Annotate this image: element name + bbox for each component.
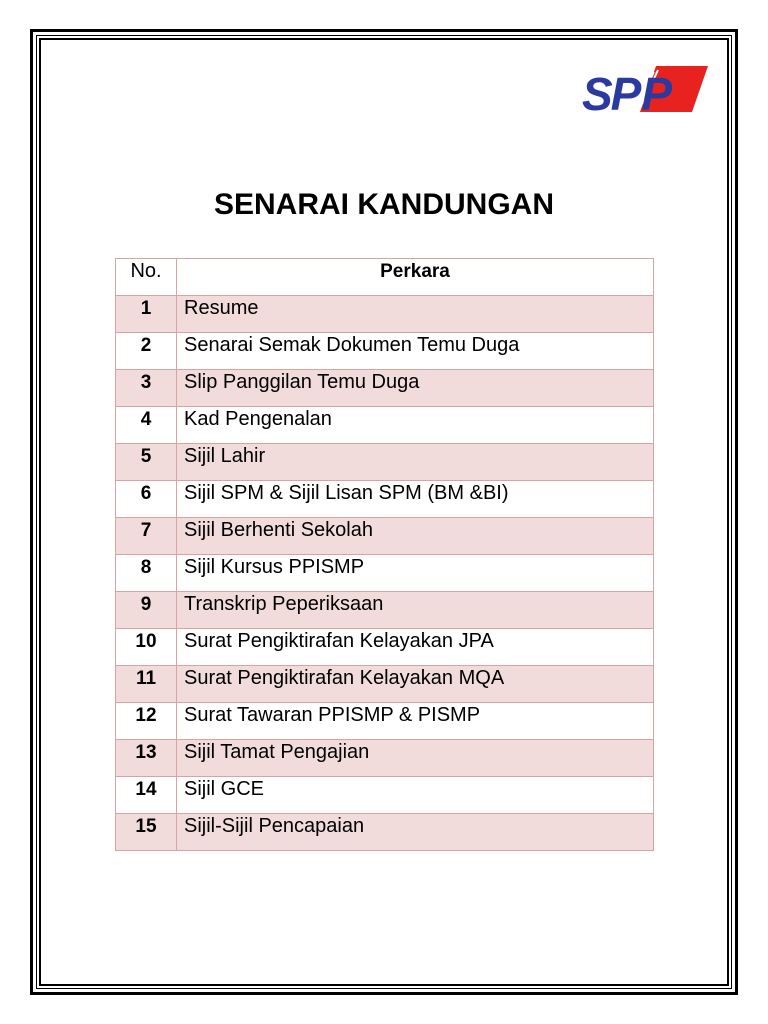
- row-number: 11: [116, 666, 177, 703]
- row-item: Surat Pengiktirafan Kelayakan JPA: [177, 629, 654, 666]
- row-item: Sijil-Sijil Pencapaian: [177, 814, 654, 851]
- table-row: [116, 407, 654, 444]
- row-number: 12: [116, 703, 177, 740]
- row-number: 13: [116, 740, 177, 777]
- row-item: Sijil Tamat Pengajian: [177, 740, 654, 777]
- table-row: [116, 777, 654, 814]
- table-row: [116, 444, 654, 481]
- table-row: [116, 518, 654, 555]
- table-body: [116, 296, 654, 851]
- row-number: 7: [116, 518, 177, 555]
- row-item: Sijil SPM & Sijil Lisan SPM (BM &BI): [177, 481, 654, 518]
- table-row: [116, 740, 654, 777]
- table-row: [116, 481, 654, 518]
- row-number: 8: [116, 555, 177, 592]
- row-number: 5: [116, 444, 177, 481]
- table-row: [116, 814, 654, 851]
- row-number: 6: [116, 481, 177, 518]
- row-item: Kad Pengenalan: [177, 407, 654, 444]
- table-row: [116, 592, 654, 629]
- row-number: 9: [116, 592, 177, 629]
- row-item: Slip Panggilan Temu Duga: [177, 370, 654, 407]
- table-row: [116, 296, 654, 333]
- row-number: 10: [116, 629, 177, 666]
- row-item: Sijil Berhenti Sekolah: [177, 518, 654, 555]
- table-of-contents: [115, 258, 654, 851]
- logo-text: SPP: [582, 68, 671, 118]
- spp-logo: [580, 60, 712, 118]
- row-item: Transkrip Peperiksaan: [177, 592, 654, 629]
- row-item: Senarai Semak Dokumen Temu Duga: [177, 333, 654, 370]
- column-header-item: Perkara: [177, 259, 654, 296]
- row-item: Surat Tawaran PPISMP & PISMP: [177, 703, 654, 740]
- table-row: [116, 629, 654, 666]
- row-item: Sijil GCE: [177, 777, 654, 814]
- row-number: 15: [116, 814, 177, 851]
- table-row: [116, 666, 654, 703]
- row-item: Resume: [177, 296, 654, 333]
- table-row: [116, 555, 654, 592]
- table-row: [116, 370, 654, 407]
- row-number: 3: [116, 370, 177, 407]
- page-title: SENARAI KANDUNGAN: [213, 188, 554, 221]
- row-item: Surat Pengiktirafan Kelayakan MQA: [177, 666, 654, 703]
- row-item: Sijil Kursus PPISMP: [177, 555, 654, 592]
- row-number: 2: [116, 333, 177, 370]
- table-header-row: [116, 259, 654, 296]
- row-number: 1: [116, 296, 177, 333]
- table-row: [116, 703, 654, 740]
- row-number: 4: [116, 407, 177, 444]
- row-item: Sijil Lahir: [177, 444, 654, 481]
- table-row: [116, 333, 654, 370]
- column-header-no: No.: [116, 259, 177, 296]
- row-number: 14: [116, 777, 177, 814]
